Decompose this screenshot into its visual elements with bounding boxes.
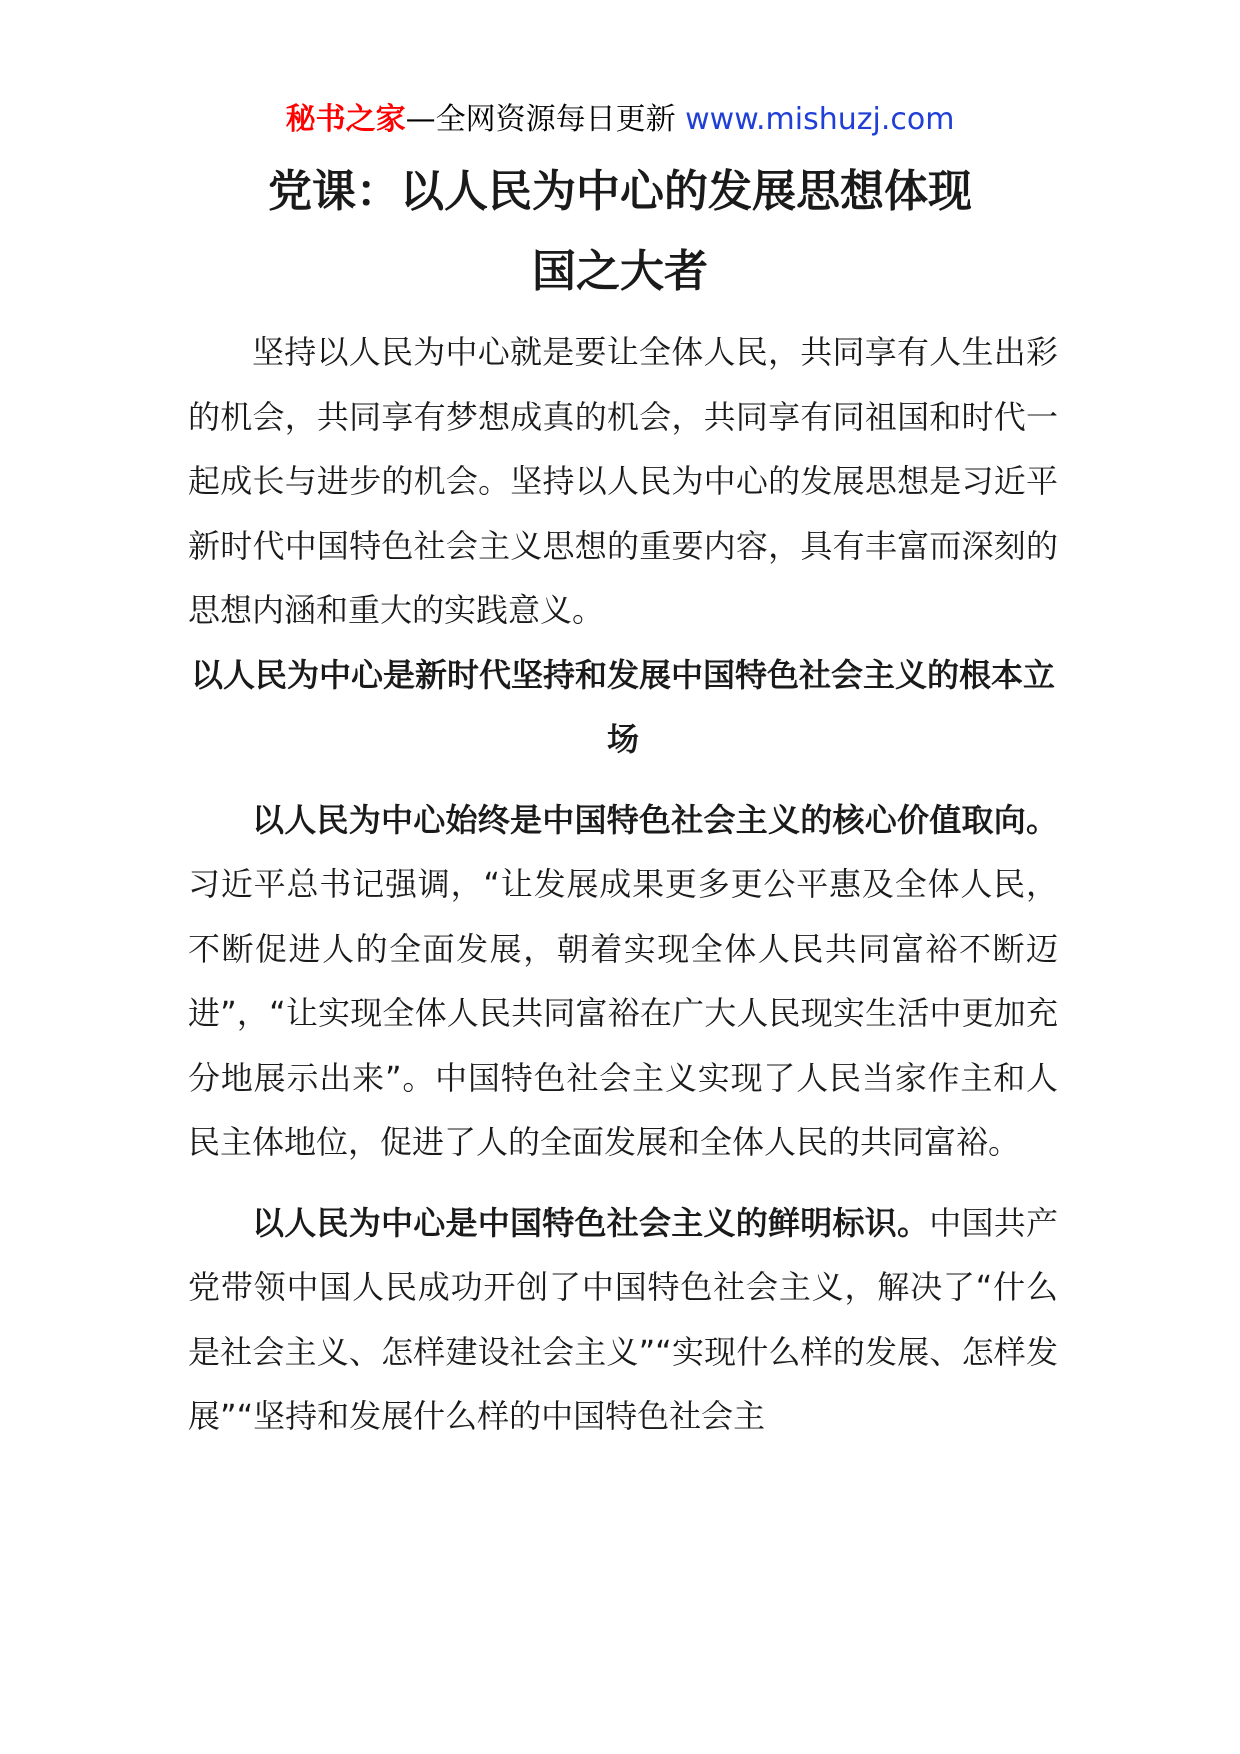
- spacer: [188, 1175, 1058, 1191]
- document-title-line-1: 党课：以人民为中心的发展思想体现: [268, 166, 972, 217]
- section-heading: 以人民为中心是新时代坚持和发展中国特色社会主义的根本立场: [190, 655, 1055, 758]
- site-name: 秘书之家: [285, 102, 406, 137]
- site-header: [0, 100, 1240, 140]
- site-url-link[interactable]: www.mishuzj.com: [685, 102, 955, 137]
- paragraph-body: 习近平总书记强调，“让发展成果更多更公平惠及全体人民，不断促进人的全面发展，朝着实现全体人民共同富裕不断迈进”，“让实现全体人民共同富裕在广大人民现实生活中更加充分地展示出来”。中国特色社会主义实现了人民当家作主和人民主体地位，促进了人的全面发展和全体人民的共同富裕。: [188, 865, 1058, 1161]
- paragraph: [188, 1191, 1058, 1449]
- paragraph-lead: 以人民为中心始终是中国特色社会主义的核心价值取向。: [252, 800, 1058, 839]
- spacer: [188, 772, 1058, 788]
- document-body: [188, 320, 1058, 1449]
- paragraph-lead: 以人民为中心是中国特色社会主义的鲜明标识。: [252, 1203, 930, 1242]
- site-tagline: —全网资源每日更新: [405, 102, 686, 137]
- paragraph: [188, 788, 1058, 1175]
- paragraph-body: 中国共产党带领中国人民成功开创了中国特色社会主义，解决了“什么是社会主义、怎样建设社会主义”“实现什么样的发展、怎样发展”“坚持和发展什么样的中国特色社会主: [188, 1203, 1058, 1435]
- intro-paragraph: 坚持以人民为中心就是要让全体人民，共同享有人生出彩的机会，共同享有梦想成真的机会，共同享有同祖国和时代一起成长与进步的机会。坚持以人民为中心的发展思想是习近平新时代中国特色社会主义思想的重要内容，具有丰富而深刻的思想内涵和重大的实践意义。: [188, 333, 1058, 629]
- document-title-line-2: 国之大者: [532, 246, 708, 297]
